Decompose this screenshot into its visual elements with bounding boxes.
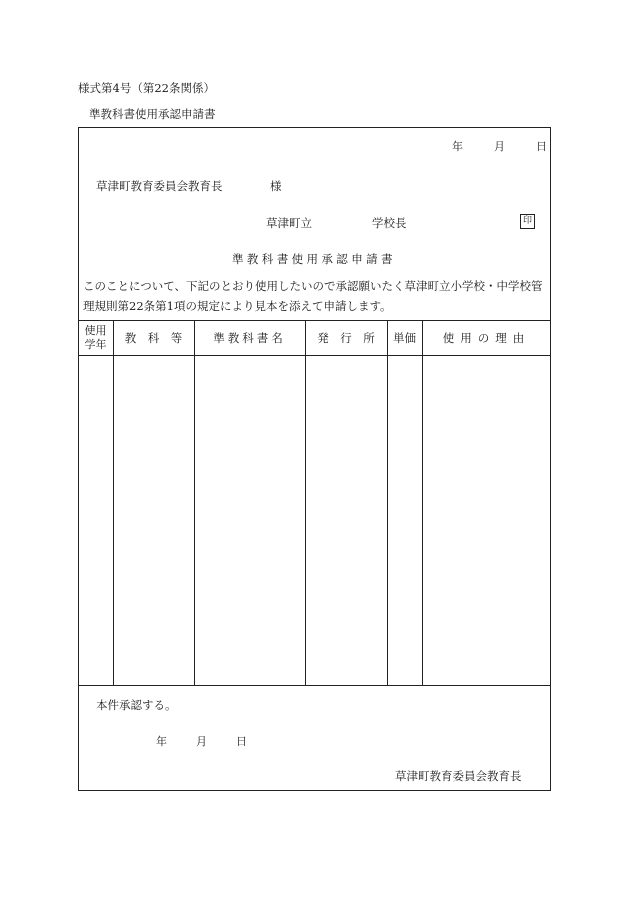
column-divider xyxy=(387,321,388,685)
header-grade xyxy=(78,321,113,355)
header-reason: 使用の理由 xyxy=(442,331,531,345)
date-year-label: 年 xyxy=(452,140,463,153)
header-grade-line1: 使用 xyxy=(84,324,107,337)
header-grade-line2: 学年 xyxy=(84,338,107,351)
header-divider xyxy=(78,355,551,356)
column-divider xyxy=(422,321,423,685)
approval-day-label: 日 xyxy=(236,735,247,748)
header-unit-price: 単価 xyxy=(393,331,416,345)
column-divider xyxy=(194,321,195,685)
approval-month-label: 月 xyxy=(196,735,207,748)
approval-text: 本件承認する。 xyxy=(96,698,177,712)
application-date xyxy=(452,138,547,154)
form-inner-title: 準教科書使用承認申請書 xyxy=(232,252,396,266)
header-book-name: 準教科書名 xyxy=(213,331,286,345)
recipient-honorific: 様 xyxy=(270,179,282,193)
recipient-name: 草津町教育委員会教育長 xyxy=(96,179,223,193)
column-divider xyxy=(305,321,306,685)
textbook-table xyxy=(78,320,551,686)
date-day-label: 日 xyxy=(536,140,547,153)
seal-mark: 印 xyxy=(520,214,535,229)
header-subject: 教 科 等 xyxy=(124,331,183,345)
document-title: 準教科書使用承認申請書 xyxy=(89,107,216,121)
application-body-text: このことについて、下記のとおり使用したいので承認願いたく草津町立小学校・中学校管理規則第22条第1項の規定により見本を添えて申請します。 xyxy=(83,279,543,313)
signatory-name: 草津町教育委員会教育長 xyxy=(395,769,522,783)
approval-year-label: 年 xyxy=(156,735,167,748)
date-month-label: 月 xyxy=(494,140,505,153)
principal-label: 学校長 xyxy=(372,216,407,230)
approval-date xyxy=(156,733,247,749)
header-publisher: 発 行 所 xyxy=(317,331,375,345)
form-number-label: 様式第4号（第22条関係） xyxy=(78,81,215,95)
column-divider xyxy=(113,321,114,685)
school-name-label: 草津町立 xyxy=(266,216,312,230)
